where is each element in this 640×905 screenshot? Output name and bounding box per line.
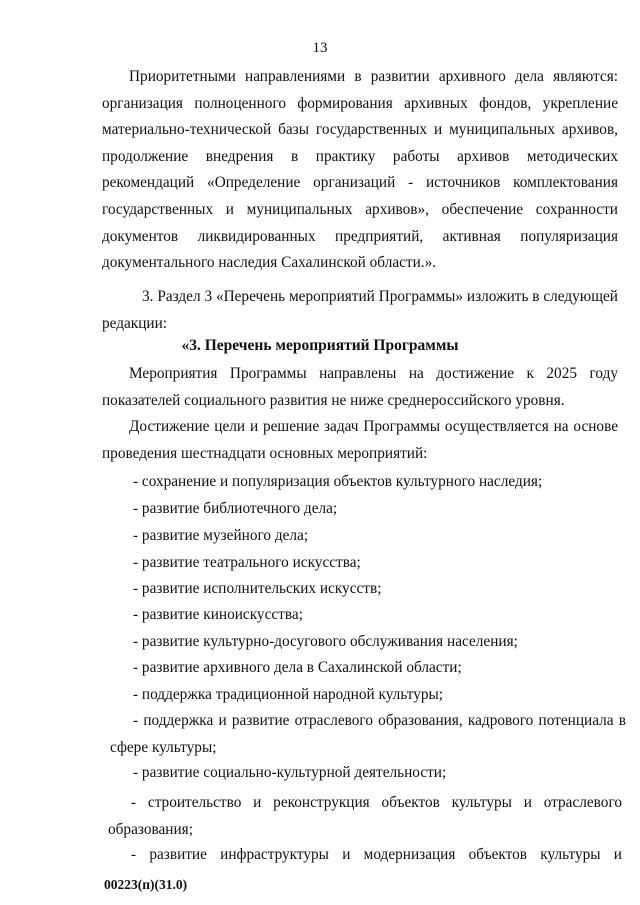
list-item: - развитие исполнительских искусств;	[133, 580, 382, 597]
document-code: 00223(п)(31.0)	[104, 877, 188, 892]
section-heading: «3. Перечень мероприятий Программы	[181, 337, 459, 354]
page-number: 13	[312, 40, 328, 56]
list-item: - развитие музейного дела;	[133, 527, 309, 544]
list-item: - развитие библиотечного дела;	[133, 500, 338, 517]
paragraph-activities-intro: Достижение цели и решение задач Программы осуществляется на основе проведения шестнадцати основных мероприятий:	[102, 418, 618, 462]
paragraph-priorities: Приоритетными направлениями в развитии архивного дела являются: организация полноценного формирования архивных фондов, укрепление материально-технической базы государственных и муниципальных архивов, продолжение внедрения в практику работы архивов методических рекомендаций «Определение организаций - источников комплектования государственных и муниципальных архивов», обеспечение сохранности документов ликвидированных предприятий, активная популяризация документального наследия Сахалинской области.».	[102, 68, 618, 272]
list-item: - поддержка и развитие отраслевого образования, кадрового потенциала в сфере культуры;	[110, 712, 626, 756]
list-item: - развитие культурно-досугового обслуживания населения;	[133, 633, 518, 650]
list-item: - развитие социально-культурной деятельности;	[133, 764, 447, 781]
list-item: - поддержка традиционной народной культуры;	[133, 686, 444, 703]
list-item: - развитие театрального искусства;	[133, 554, 361, 571]
list-item: - развитие архивного дела в Сахалинской области;	[133, 659, 462, 676]
list-item: - развитие инфраструктуры и модернизация объектов культуры и	[131, 846, 622, 863]
list-item: - строительство и реконструкция объектов культуры и отраслевого образования;	[108, 794, 622, 838]
list-item: - сохранение и популяризация объектов культурного наследия;	[133, 473, 543, 490]
paragraph-program-goals: Мероприятия Программы направлены на достижение к 2025 году показателей социального развития не ниже среднероссийского уровня.	[102, 365, 618, 409]
paragraph-section-3-instruction: 3. Раздел 3 «Перечень мероприятий Программы» изложить в следующей редакции:	[102, 288, 618, 332]
list-item: - развитие киноискусства;	[133, 606, 303, 623]
